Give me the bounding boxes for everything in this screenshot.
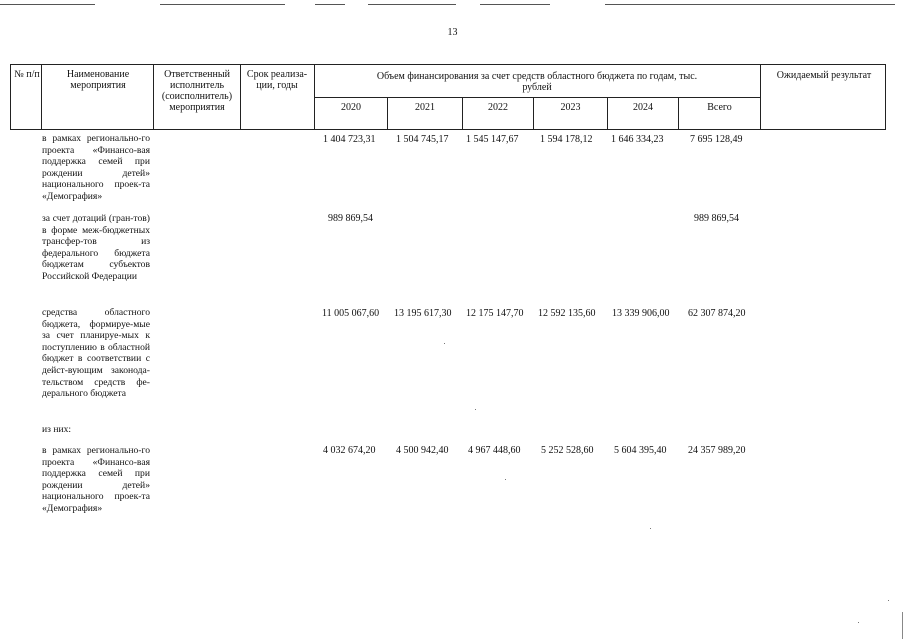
value-cell: 1 594 178,12 xyxy=(540,134,593,145)
scan-edge-line xyxy=(605,4,895,5)
header-year: 2023 xyxy=(560,102,581,113)
scan-edge-line xyxy=(0,4,95,5)
value-cell: 989 869,54 xyxy=(694,213,739,224)
scan-edge-line xyxy=(480,4,550,5)
scan-speck xyxy=(475,409,476,410)
scan-speck xyxy=(858,622,859,623)
row-label: в рамках регионально-го проекта «Финансо-вая поддержка семей при рождении детей» национального проек-та «Демография» xyxy=(42,445,150,514)
header-total: Всего xyxy=(707,102,732,113)
value-cell: 989 869,54 xyxy=(328,213,373,224)
header-responsible: Ответственный исполнитель (соисполнитель) мероприятия xyxy=(161,69,233,113)
row-label: средства областного бюджета, формируе-мые за счет планируе-мых к поступлению в областной бюджет в соответствии с дейст-вующим законода-тельством средств фе-дерального бюджета xyxy=(42,307,150,400)
value-cell: 5 252 528,60 xyxy=(541,445,594,456)
header-year: 2020 xyxy=(341,102,361,113)
value-cell: 62 307 874,20 xyxy=(688,308,746,319)
header-result: Ожидаемый результат xyxy=(776,70,872,81)
scan-edge-line xyxy=(368,4,456,5)
value-cell: 4 032 674,20 xyxy=(323,445,376,456)
row-label: из них: xyxy=(42,424,72,435)
header-financing: Объем финансирования за счет средств областного бюджета по годам, тыс. рублей xyxy=(376,71,698,93)
header-term: Срок реализа-ции, годы xyxy=(246,69,308,91)
value-cell: 1 404 723,31 xyxy=(323,134,376,145)
header-name: Наименование мероприятия xyxy=(66,69,130,91)
value-cell: 12 175 147,70 xyxy=(466,308,524,319)
value-cell: 13 339 906,00 xyxy=(612,308,670,319)
value-cell: 1 545 147,67 xyxy=(466,134,519,145)
value-cell: 5 604 395,40 xyxy=(614,445,667,456)
value-cell: 24 357 989,20 xyxy=(688,445,746,456)
scan-speck xyxy=(444,343,445,344)
value-cell: 11 005 067,60 xyxy=(322,308,380,319)
header-num: № п/п xyxy=(14,69,40,80)
scan-edge-line xyxy=(315,4,345,5)
scan-speck xyxy=(888,600,889,601)
page-number: 13 xyxy=(447,27,458,38)
table-header xyxy=(10,64,886,130)
value-cell: 1 504 745,17 xyxy=(396,134,449,145)
value-cell: 7 695 128,49 xyxy=(690,134,743,145)
value-cell: 4 967 448,60 xyxy=(468,445,521,456)
row-label: в рамках регионально-го проекта «Финансо-вая поддержка семей при рождении детей» национального проек-та «Демография» xyxy=(42,133,150,202)
row-label: за счет дотаций (гран-тов) в форме меж-бюджетных трансфер-тов из федерального бюджета бюджетам субъектов Российской Федерации xyxy=(42,213,150,282)
value-cell: 1 646 334,23 xyxy=(611,134,664,145)
value-cell: 12 592 135,60 xyxy=(538,308,596,319)
header-year: 2021 xyxy=(415,102,435,113)
scan-speck xyxy=(505,479,506,480)
value-cell: 13 195 617,30 xyxy=(394,308,452,319)
scan-edge-line xyxy=(160,4,285,5)
scan-speck xyxy=(650,528,651,529)
value-cell: 4 500 942,40 xyxy=(396,445,449,456)
scan-edge-mark xyxy=(902,612,903,639)
header-year: 2024 xyxy=(633,102,653,113)
header-year: 2022 xyxy=(488,102,508,113)
